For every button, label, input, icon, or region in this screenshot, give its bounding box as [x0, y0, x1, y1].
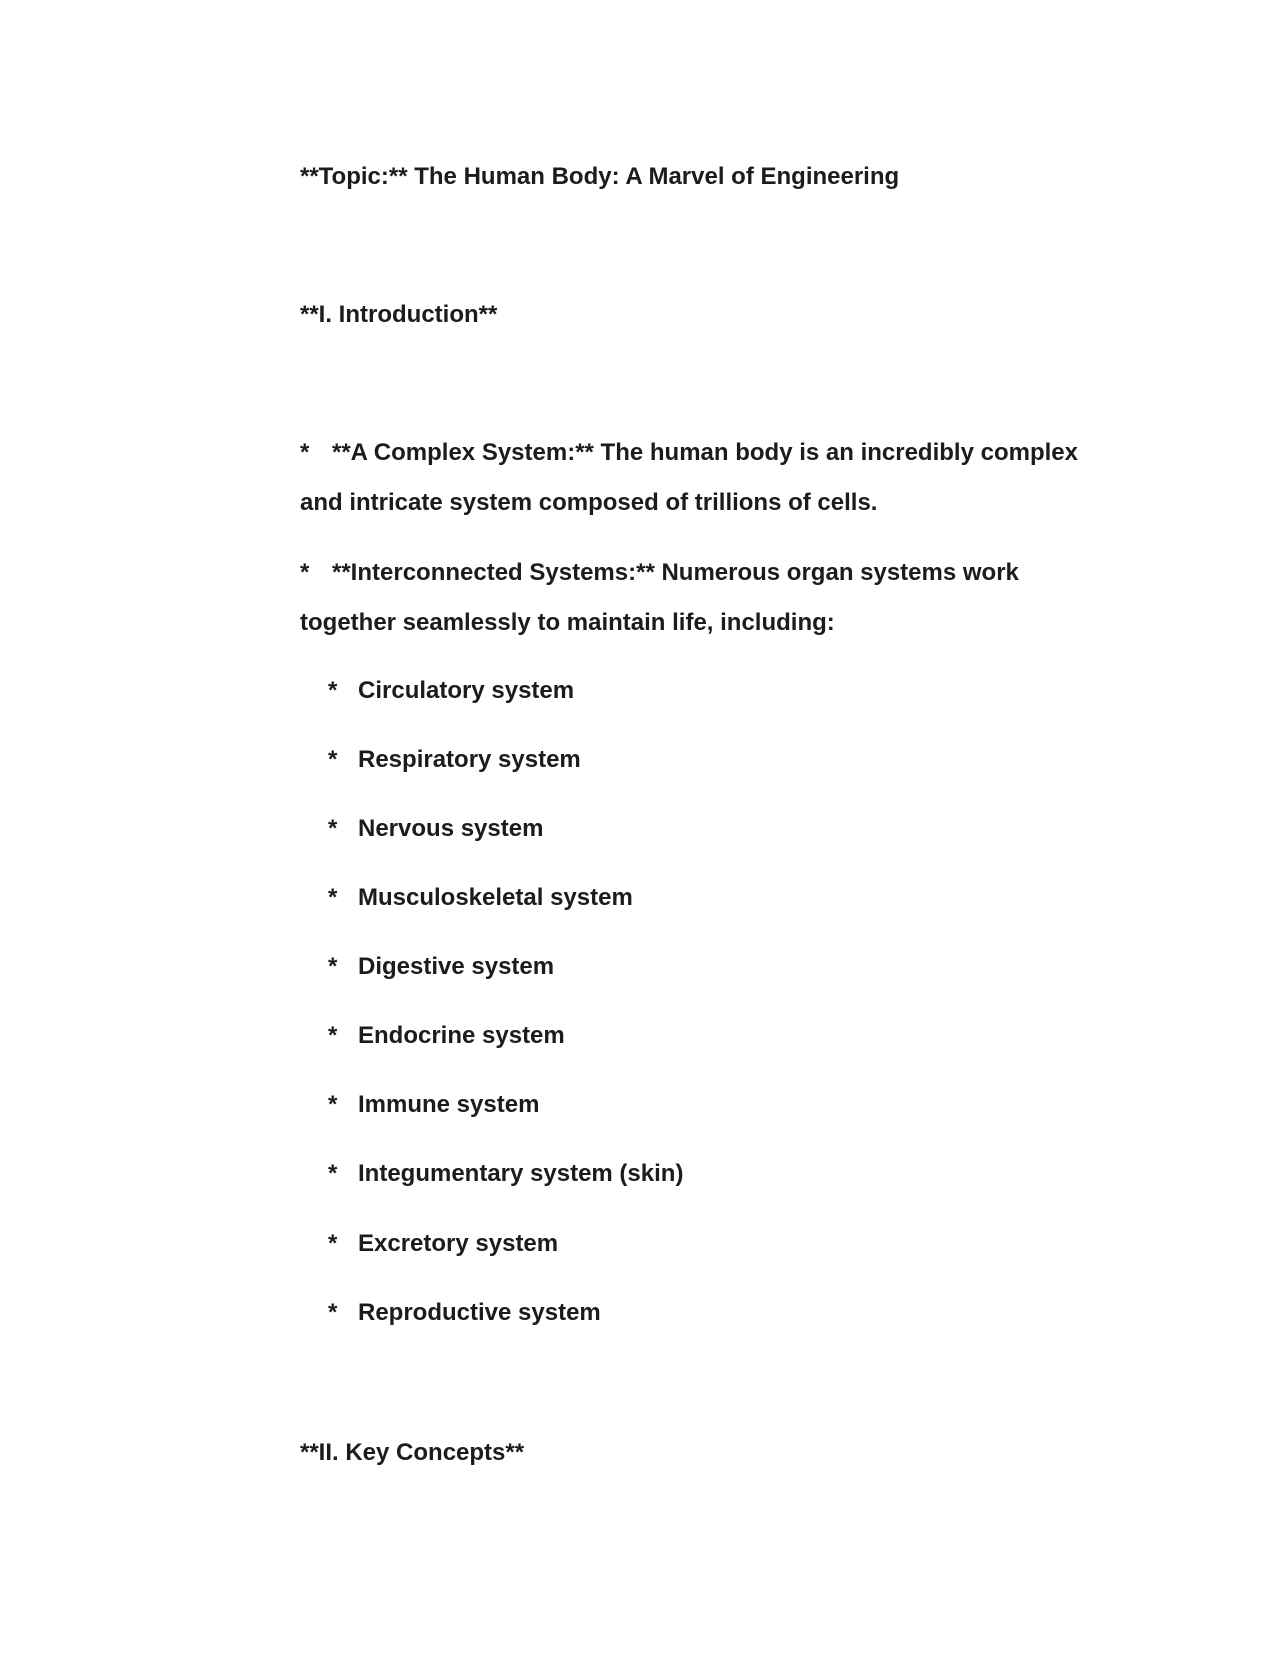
bullet-text: **Interconnected Systems:** Numerous organ systems work together seamlessly to maintain life, including: — [300, 559, 1019, 636]
system-label: Musculoskeletal system — [358, 884, 633, 911]
bullet-marker: * — [328, 884, 338, 911]
list-item — [328, 952, 554, 982]
list-item — [328, 1021, 565, 1051]
list-item — [328, 1090, 539, 1120]
bullet-marker: * — [300, 559, 310, 586]
list-item — [328, 745, 581, 775]
system-label: Circulatory system — [358, 677, 575, 704]
list-item — [328, 1159, 683, 1189]
system-label: Immune system — [358, 1091, 540, 1118]
system-label: Nervous system — [358, 815, 544, 842]
bullet-complex-system — [300, 428, 1120, 528]
bullet-marker: * — [328, 1091, 338, 1118]
bullet-marker: * — [300, 439, 310, 466]
bullet-marker: * — [328, 677, 338, 704]
system-label: Excretory system — [358, 1230, 559, 1257]
topic-line: **Topic:** The Human Body: A Marvel of Engineering — [300, 163, 900, 190]
bullet-marker: * — [328, 815, 338, 842]
bullet-marker: * — [328, 1160, 338, 1187]
section-heading-introduction: **I. Introduction** — [300, 301, 498, 328]
bullet-marker: * — [328, 746, 338, 773]
section-heading-key-concepts: **II. Key Concepts** — [300, 1439, 525, 1466]
list-item — [328, 1298, 601, 1328]
system-label: Respiratory system — [358, 746, 581, 773]
list-item — [328, 814, 543, 844]
bullet-marker: * — [328, 953, 338, 980]
bullet-marker: * — [328, 1299, 338, 1326]
system-label: Integumentary system (skin) — [358, 1160, 684, 1187]
list-item — [328, 883, 633, 913]
bullet-text: **A Complex System:** The human body is an incredibly complex and intricate system composed of trillions of cells. — [300, 439, 1078, 516]
bullet-marker: * — [328, 1230, 338, 1257]
list-item — [328, 676, 574, 706]
system-label: Endocrine system — [358, 1022, 565, 1049]
system-label: Digestive system — [358, 953, 555, 980]
system-label: Reproductive system — [358, 1299, 601, 1326]
bullet-interconnected-systems — [300, 548, 1120, 648]
list-item — [328, 1229, 558, 1259]
bullet-marker: * — [328, 1022, 338, 1049]
